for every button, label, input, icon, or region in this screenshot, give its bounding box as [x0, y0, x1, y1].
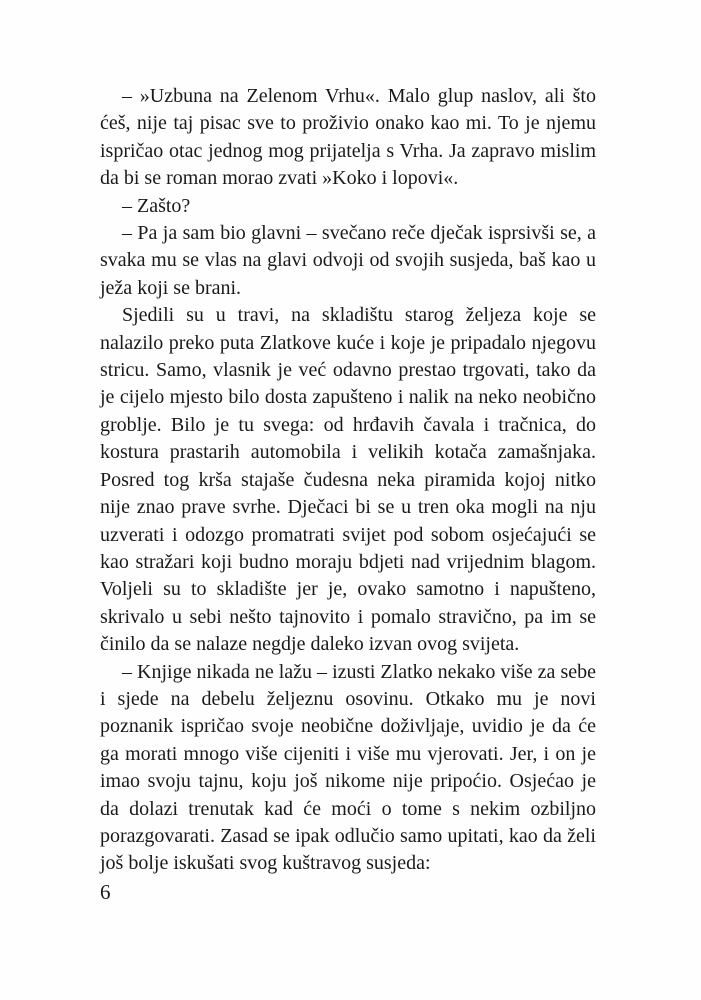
page-number: 6	[100, 880, 111, 904]
paragraph-5: – Knjige nikada ne lažu – izusti Zlatko nekako više za sebe i sjede na debelu željeznu osovinu. Otkako mu je novi poznanik ispričao svoje neobične doživljaje, uvidio je da će ga morati mnogo više cijeniti i više mu vjerovati. Jer, i on je imao svoju tajnu, koju još nikome nije pripoćio. Osjećao je da dolazi trenutak kad će moći o tome s nekim ozbiljno porazgovarati. Zasad se ipak odlučio samo upitati, kao da želi još bolje iskušati svog kuštravog susjeda:	[100, 660, 596, 875]
paragraph-4: Sjedili su u travi, na skladištu starog željeza koje se nalazilo preko puta Zlatkove kuće i koje je pripadalo njegovu stricu. Samo, vlasnik je već odavno prestao trgovati, tako da je cijelo mjesto bilo dosta zapušteno i nalik na neko neobično groblje. Bilo je tu svega: od hrđavih čavala i tračnica, do kostura prastarih automobila i velikih kotača zamašnjaka. Posred tog krša stajaše čudesna neka piramida kojoj nitko nije znao prave svrhe. Dječaci bi se u tren oka mogli na nju uzverati i odozgo promatrati svijet pod sobom osjećajući se kao stražari koji budno moraju bdjeti nad vrijednim blagom. Voljeli su to skladište jer je, ovako samotno i napušteno, skrivalo u sebi nešto tajnovito i pomalo stravično, pa im se činilo da se nalaze negdje daleko izvan ovog svijeta.	[100, 304, 596, 656]
paragraph-3: – Pa ja sam bio glavni – svečano reče dječak isprsivši se, a svaka mu se vlas na glavi odvoji od svojih susjeda, baš kao u ježa koji se brani.	[100, 222, 596, 299]
paragraph-2: – Zašto?	[122, 194, 191, 217]
paragraph-1: – »Uzbuna na Zelenom Vrhu«. Malo glup naslov, ali što ćeš, nije taj pisac sve to proživio onako kao mi. To je njemu ispričao otac jednog mog prijatelja s Vrha. Ja zapravo mislim da bi se roman morao zvati »Koko i lopovi«.	[100, 85, 596, 190]
body-text	[100, 83, 596, 878]
